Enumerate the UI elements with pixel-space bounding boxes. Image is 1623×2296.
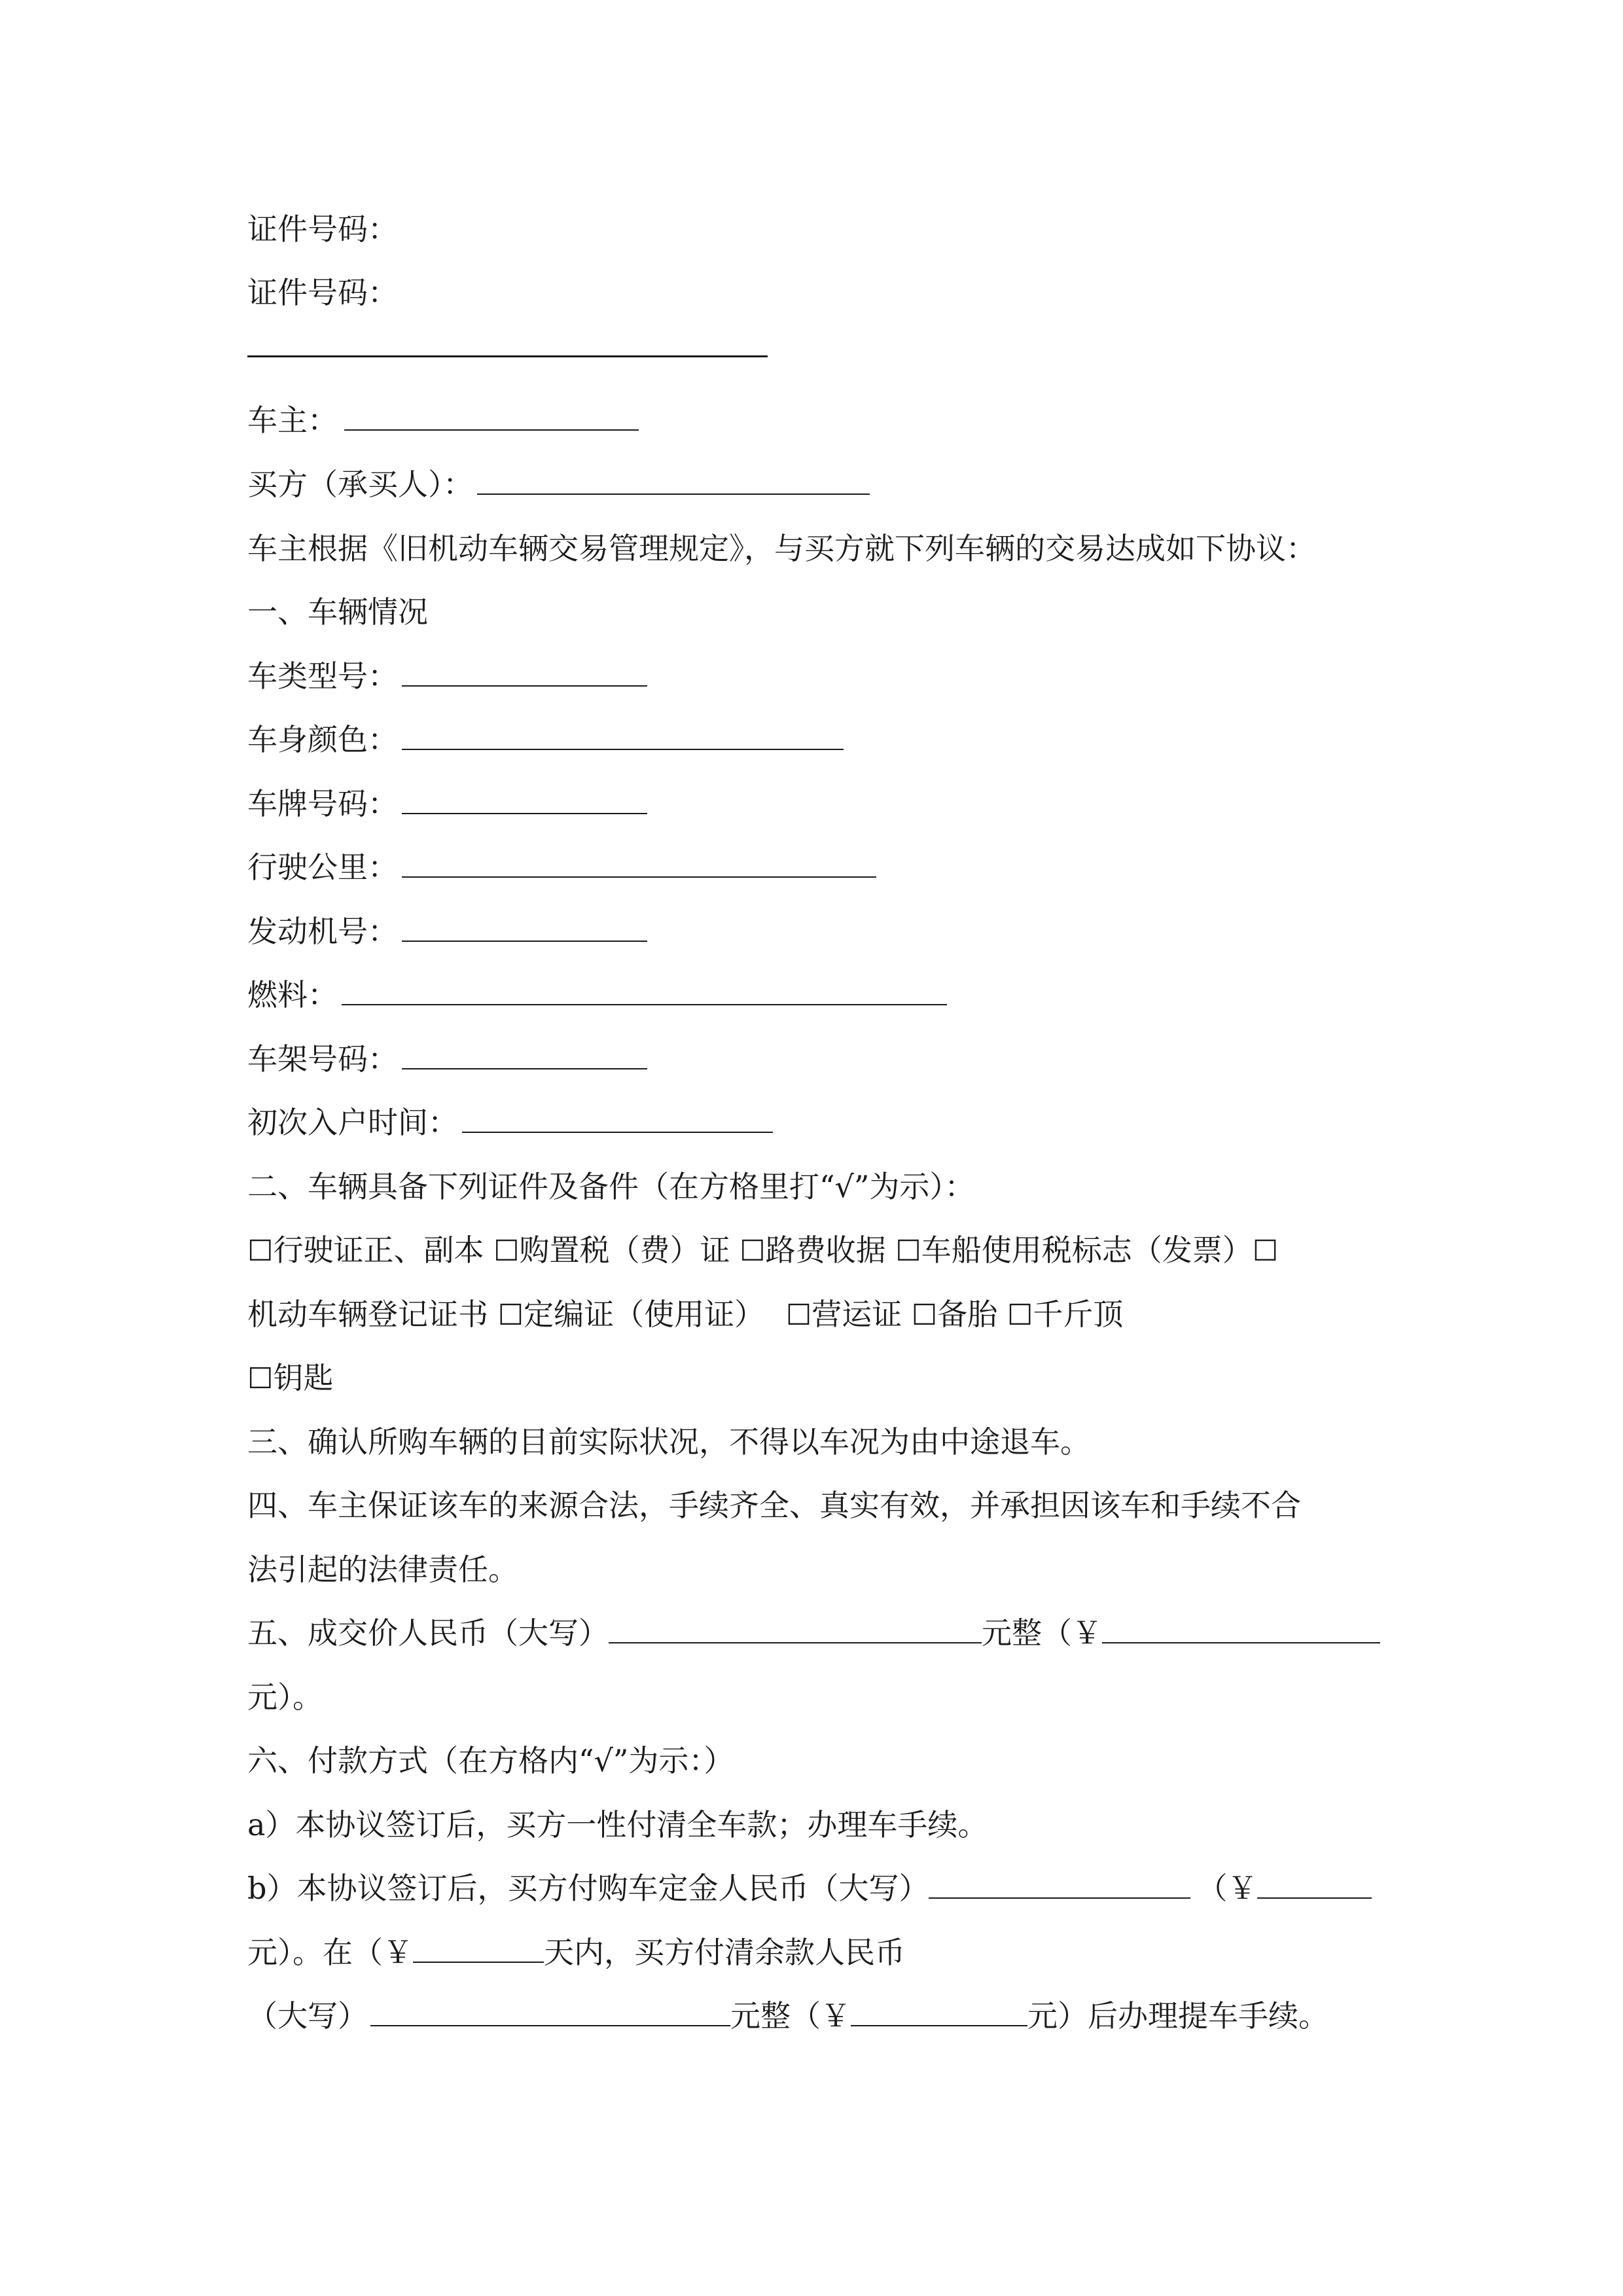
section1-title-text: 一、车辆情况 xyxy=(247,594,428,630)
doc-label: 定编证（使用证） xyxy=(524,1297,765,1332)
intro-text: 车主根据《旧机动车辆交易管理规定》，与买方就下列车辆的交易达成如下协议： xyxy=(247,531,1316,566)
section6-title-text: 六、付款方式（在方格内“√”为示：） xyxy=(247,1743,734,1778)
section4-text-2: 法引起的法律责任。 xyxy=(247,1552,518,1587)
doc-label: 车船使用税标志（发票） xyxy=(921,1232,1253,1268)
section2-title-text: 二、车辆具备下列证件及备件（在方格里打“√”为示）： xyxy=(247,1169,975,1204)
doc-label: 钥匙 xyxy=(273,1360,334,1395)
price-prefix: 五、成交价人民币（大写） xyxy=(247,1615,609,1651)
days-prefix: 元）。在（￥ xyxy=(247,1935,413,1970)
option-a xyxy=(247,1802,988,1848)
days-blank[interactable] xyxy=(413,1931,544,1963)
section5-line1 xyxy=(247,1610,1380,1656)
checkbox-icon[interactable]: ☐ xyxy=(895,1234,921,1268)
owner-label: 车主： xyxy=(247,403,338,438)
body-color-blank[interactable] xyxy=(402,719,844,750)
field-label: 发动机号： xyxy=(247,914,398,949)
doc-label: 千斤顶 xyxy=(1033,1297,1124,1332)
doc-label: 备胎 xyxy=(937,1297,998,1332)
price-number-blank[interactable] xyxy=(1102,1612,1380,1643)
field-label: 行驶公里： xyxy=(247,850,398,885)
field-vehicle-model xyxy=(247,653,647,699)
option-b-line3 xyxy=(247,1993,1329,2039)
checkbox-icon[interactable]: ☐ xyxy=(740,1234,766,1268)
deposit-words-blank[interactable] xyxy=(929,1867,1190,1899)
checkbox-icon[interactable]: ☐ xyxy=(785,1299,812,1332)
price-end: 元）。 xyxy=(247,1679,323,1715)
doc-label: 机动车辆登记证书 xyxy=(247,1297,488,1332)
field-engine-number xyxy=(247,908,647,954)
field-mileage xyxy=(247,844,876,890)
field-label: 初次入户时间： xyxy=(247,1105,458,1140)
section4-line1 xyxy=(247,1482,1301,1528)
section3 xyxy=(247,1419,1090,1465)
deposit-number-blank[interactable] xyxy=(1257,1867,1372,1899)
field-label: 车身颜色： xyxy=(247,722,398,757)
field-fuel xyxy=(247,972,947,1018)
section2-title xyxy=(247,1164,974,1210)
section4-line2 xyxy=(247,1547,518,1592)
deposit-mid: （￥ xyxy=(1197,1871,1258,1906)
checkbox-icon[interactable]: ☐ xyxy=(911,1299,938,1332)
checkbox-icon[interactable]: ☐ xyxy=(247,1234,274,1268)
documents-row-2 xyxy=(247,1291,1123,1337)
deposit-prefix: b）本协议签订后，买方付购车定金人民币（大写） xyxy=(247,1871,929,1906)
first-registration-blank[interactable] xyxy=(462,1102,773,1133)
section6-title xyxy=(247,1738,734,1784)
section4-text-1: 四、车主保证该车的来源合法，手续齐全、真实有效，并承担因该车和手续不合 xyxy=(247,1488,1301,1523)
buyer-label: 买方（承买人）： xyxy=(247,467,473,502)
owner-line xyxy=(247,397,639,443)
balance-words-label: （大写） xyxy=(247,1998,368,2034)
checkbox-icon[interactable]: ☐ xyxy=(493,1234,520,1268)
field-frame-number xyxy=(247,1036,647,1082)
field-label: 车类型号： xyxy=(247,658,398,694)
mileage-blank[interactable] xyxy=(402,846,876,878)
checkbox-icon[interactable]: ☐ xyxy=(497,1299,524,1332)
field-label: 车牌号码： xyxy=(247,786,398,821)
option-b-line2 xyxy=(247,1929,905,1975)
id-number-label: 证件号码： xyxy=(247,211,398,247)
documents-row-3 xyxy=(247,1355,333,1401)
balance-end: 元）后办理提车手续。 xyxy=(1027,1998,1329,2034)
doc-label: 行驶证正、副本 xyxy=(273,1232,484,1268)
checkbox-icon[interactable]: ☐ xyxy=(247,1362,274,1395)
section5-line2 xyxy=(247,1674,323,1720)
fuel-blank[interactable] xyxy=(342,974,947,1005)
id-number-label: 证件号码： xyxy=(247,275,398,310)
field-label: 车架号码： xyxy=(247,1041,398,1077)
balance-words-blank[interactable] xyxy=(370,1995,730,2026)
vehicle-model-blank[interactable] xyxy=(402,655,647,687)
doc-label: 营运证 xyxy=(812,1297,902,1332)
field-body-color xyxy=(247,717,844,762)
option-a-text: a）本协议签订后，买方一性付清全车款；办理车手续。 xyxy=(247,1807,988,1842)
field-label: 燃料： xyxy=(247,977,338,1013)
balance-number-blank[interactable] xyxy=(851,1995,1027,2026)
section1-title xyxy=(247,589,428,635)
owner-blank[interactable] xyxy=(344,399,639,431)
balance-prefix: 天内，买方付清余款人民币 xyxy=(544,1935,905,1970)
documents-row-1 xyxy=(247,1227,1278,1273)
frame-number-blank[interactable] xyxy=(402,1038,647,1069)
option-b-line1 xyxy=(247,1865,1372,1911)
plate-number-blank[interactable] xyxy=(402,783,647,814)
intro-paragraph xyxy=(247,526,1316,571)
buyer-blank[interactable] xyxy=(477,463,870,495)
price-mid: 元整（￥ xyxy=(982,1615,1102,1651)
checkbox-icon[interactable]: ☐ xyxy=(1252,1234,1279,1268)
checkbox-icon[interactable]: ☐ xyxy=(1007,1299,1033,1332)
separator-line xyxy=(247,331,768,376)
field-first-registration xyxy=(247,1100,773,1145)
field-plate-number xyxy=(247,781,647,827)
doc-label: 路费收据 xyxy=(765,1232,886,1268)
engine-number-blank[interactable] xyxy=(402,910,647,942)
buyer-line xyxy=(247,461,870,507)
separator-rule xyxy=(247,355,768,357)
section3-text: 三、确认所购车辆的目前实际状况，不得以车况为由中途退车。 xyxy=(247,1424,1090,1460)
id-number-line-2 xyxy=(247,270,398,315)
price-words-blank[interactable] xyxy=(609,1612,982,1643)
doc-label: 购置税（费）证 xyxy=(519,1232,730,1268)
balance-mid: 元整（￥ xyxy=(730,1998,851,2034)
id-number-line-1 xyxy=(247,206,398,252)
